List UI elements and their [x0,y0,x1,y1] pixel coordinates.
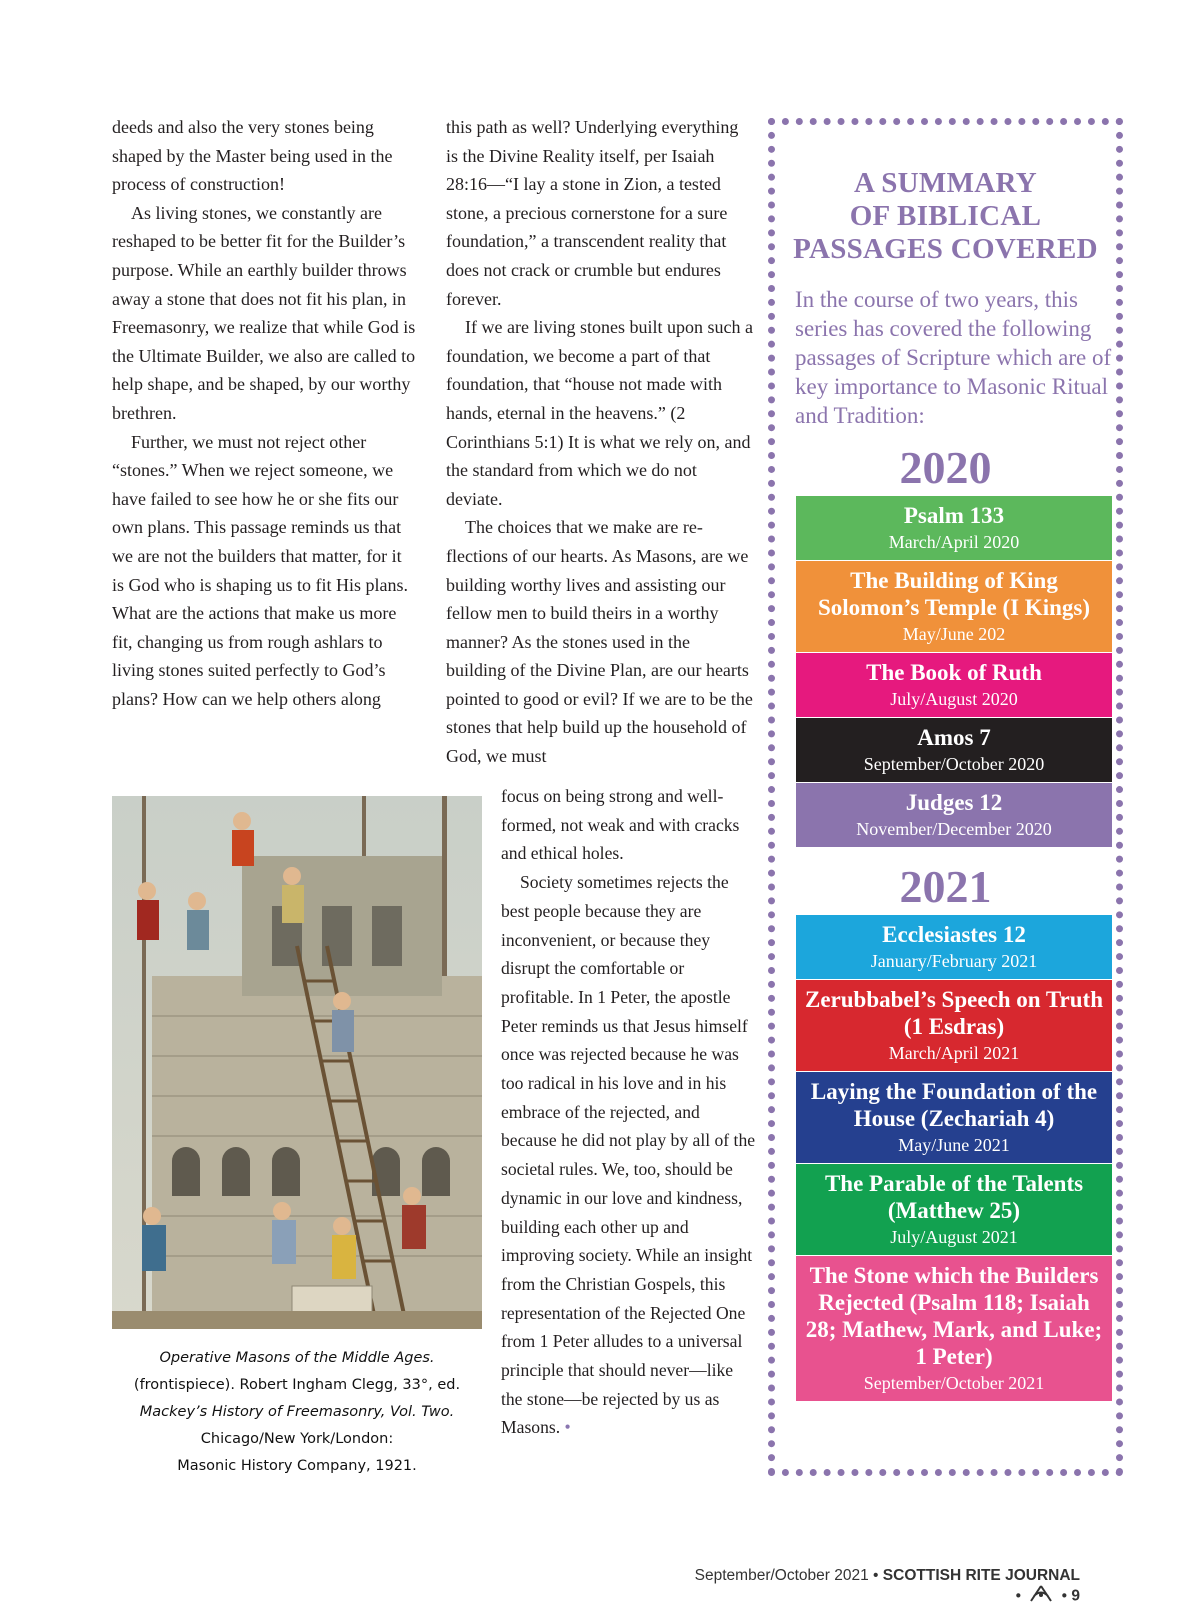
passage-title: The Stone which the Builders Rejected (Psalm 118; Isaiah 28; Mathew, Mark, and Luke; 1 Peter) [805,1263,1103,1369]
illustration-operative-masons [112,796,482,1329]
paragraph: deeds and also the very stones being shaped by the Master being used in the process of construction! [112,117,393,195]
end-mark: • [564,1417,571,1438]
page-footer [690,1567,1080,1608]
passage-title: The Building of King Solomon’s Temple (I Kings) [817,568,1090,620]
passage-entry [796,783,1112,847]
passage-date: November/December 2020 [856,819,1052,839]
passage-entry [796,1164,1112,1255]
page-number: 9 [1071,1587,1080,1605]
passage-entry [796,496,1112,560]
caption-line: Masonic History Company, 1921. [177,1458,417,1474]
sidebar-title-line: A SUMMARY [854,167,1037,199]
separator-dot: • [1015,1587,1021,1605]
caption-line: Chicago/New York/London: [200,1431,394,1447]
paragraph: If we are living stones built upon such a foundation, we become a part of that foundation, that “house not made with hands, eternal in the heavens.” (2 Corinthians 5:1) It is what we rely on, and the standard from which we do not deviate. [446,317,753,509]
footer-issue: September/October 2021 [694,1567,869,1584]
summary-sidebar [768,118,1123,1476]
caption-line: Mackey’s History of Freemasonry, Vol. Two. [139,1404,455,1420]
passage-date: January/February 2021 [870,951,1038,971]
article-column-3 [501,782,756,1442]
passage-entry [796,561,1112,652]
passage-date: July/August 2020 [890,689,1018,709]
illustration-image [112,796,482,1329]
caption-line: Operative Masons of the Middle Ages. [159,1350,435,1366]
paragraph: focus on being strong and well-formed, not weak and with cracks and ethical holes. [501,786,740,864]
paragraph: As living stones, we constantly are reshaped to be better fit for the Builder’s purpose. While an earthly builder throws away a stone that does not fit his plan, in Freemasonry, we realize that while God is the Ultimate Builder, we also are called to help shape, and be shaped, by our worthy brethren. [112,202,416,423]
passage-date: March/April 2021 [888,1043,1020,1063]
passage-entry [796,980,1112,1071]
article-column-2 [446,113,754,771]
year-heading-2020: 2020 [899,442,992,493]
passage-title: The Book of Ruth [866,660,1042,685]
passage-title: Laying the Foundation of the House (Zechariah 4) [810,1079,1098,1131]
sidebar-title-line: OF BIBLICAL [849,200,1042,232]
paragraph: Further, we must not reject other “stones.” When we reject someone, we have failed to see how he or she fits our own plans. This passage reminds us that we are not the builders that matter, for it is God who is shaping us to fit His plans. What are the actions that make us more fit, changing us from rough ashlars to living stones suited perfectly to God’s plans? How can we help others along [112,431,409,709]
paragraph: this path as well? Underlying everything is the Divine Reality itself, per Isaiah 28:16—“I lay a stone in Zion, a tested stone, a precious cornerstone for a sure foundation,” a transcendent reality that does not crack or crumble but endures forever. [446,117,739,309]
passage-entry [796,915,1112,979]
sidebar-title [775,167,1116,266]
passage-entry [796,1072,1112,1163]
passage-date: May/June 2021 [898,1135,1010,1155]
year-heading-2021: 2021 [899,861,992,912]
passage-date: March/April 2020 [888,532,1020,552]
separator-dot: • [1061,1587,1068,1605]
passage-entry [796,718,1112,782]
passage-title: Judges 12 [905,790,1003,815]
double-eagle-logo-icon [1029,1585,1053,1608]
passage-title: Psalm 133 [903,503,1005,528]
entries-2020 [796,496,1112,848]
passage-title: Zerubbabel’s Speech on Truth (1 Esdras) [805,987,1103,1039]
passage-date: September/October 2021 [863,1373,1045,1393]
passage-entry [796,1256,1112,1401]
article-column-1 [112,113,416,713]
paragraph: The choices that we make are reflections of our hearts. As Masons, are we building worthy lives and assisting our fellow men to build theirs in a worthy manner? As the stones used in the building of the Divine Plan, are our hearts pointed to good or evil? If we are to be the stones that help build up the household of God, we must [446,517,753,767]
passage-title: Amos 7 [917,725,991,750]
passage-title: The Parable of the Talents (Matthew 25) [824,1171,1084,1223]
image-caption [112,1345,482,1480]
sidebar-intro: In the course of two years, this series has covered the following passages of Scripture which are of key importance to Masonic Ritual and Tradition: [795,287,1112,428]
paragraph-text: Society sometimes rejects the best people because they are inconvenient, or because they disrupt the comfortable or profitable. In 1 Peter, the apostle Peter reminds us that Jesus himself once was rejected because he was too radical in his love and in his embrace of the rejected, and because he did not play by all of the societal rules. We, too, should be dynamic in our love and kindness, building each other up and improving society. While an insight from the Christian Gospels, this representation of the Rejected One from 1 Peter alludes to a universal principle that should never—like the stone—be rejected by us as Masons. [501,872,756,1438]
passage-entry [796,653,1112,717]
passage-title: Ecclesiastes 12 [882,922,1026,947]
passage-date: September/October 2020 [863,754,1045,774]
passage-date: May/June 202 [902,624,1006,644]
sidebar-title-line: PASSAGES COVERED [793,233,1098,265]
footer-journal: SCOTTISH RITE JOURNAL [882,1567,1080,1584]
entries-2021 [796,915,1112,1402]
paragraph [501,868,756,1442]
separator-dot: • [873,1567,879,1584]
passage-date: July/August 2021 [890,1227,1018,1247]
caption-line: (frontispiece). Robert Ingham Clegg, 33°, ed. [133,1377,461,1393]
